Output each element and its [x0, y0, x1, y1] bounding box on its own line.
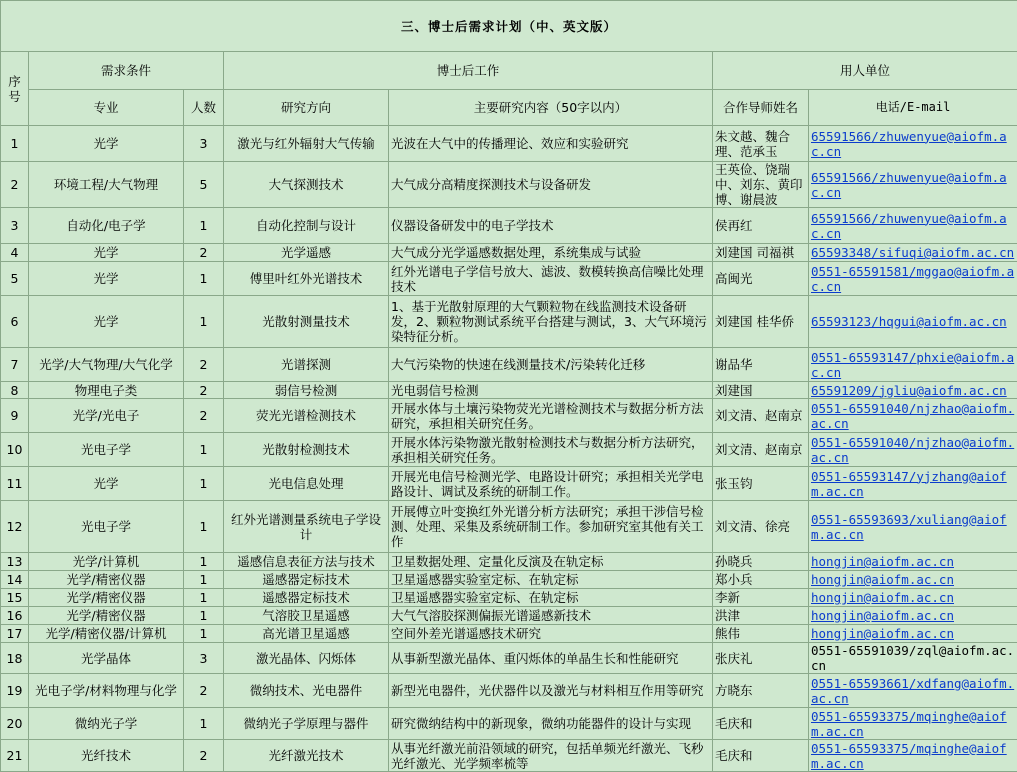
row-seq: 14 [1, 571, 29, 589]
header-contact: 电话/E-mail [809, 90, 1017, 126]
row-direction: 遥感器定标技术 [224, 589, 389, 607]
row-seq: 18 [1, 643, 29, 674]
row-content: 1、基于光散射原理的大气颗粒物在线监测技术设备研发，2、颗粒物测试系统平台搭建与测试，3、大气环境污染特征分析。 [389, 296, 713, 348]
row-count: 1 [184, 262, 224, 296]
row-content: 从事新型激光晶体、重闪烁体的单晶生长和性能研究 [389, 643, 713, 674]
table-row [1, 501, 1017, 553]
table-row [1, 348, 1017, 382]
row-direction: 傅里叶红外光谱技术 [224, 262, 389, 296]
row-count: 2 [184, 740, 224, 772]
row-content: 仪器设备研发中的电子学技术 [389, 208, 713, 244]
email-link[interactable]: 0551-65593147/yjzhang@aiofm.ac.cn [811, 469, 1007, 499]
page-title: 三、博士后需求计划（中、英文版） [1, 1, 1017, 52]
email-link[interactable]: 0551-65593147/phxie@aiofm.ac.cn [811, 350, 1014, 380]
table-row [1, 433, 1017, 467]
row-contact[interactable] [809, 607, 1017, 625]
header-count: 人数 [184, 90, 224, 126]
table-row [1, 208, 1017, 244]
row-count: 1 [184, 467, 224, 501]
row-advisor: 王英俭、饶瑞中、刘东、黄印博、谢晨波 [713, 162, 809, 208]
row-major: 光电子学 [29, 433, 184, 467]
row-major: 光电子学/材料物理与化学 [29, 674, 184, 708]
row-contact[interactable] [809, 244, 1017, 262]
table-row [1, 740, 1017, 772]
header-postdoc-work: 博士后工作 [224, 52, 713, 90]
row-major: 光学/大气物理/大气化学 [29, 348, 184, 382]
email-link[interactable]: hongjin@aiofm.ac.cn [811, 590, 954, 605]
row-seq: 21 [1, 740, 29, 772]
row-seq: 19 [1, 674, 29, 708]
row-count: 2 [184, 348, 224, 382]
row-direction: 光散射测量技术 [224, 296, 389, 348]
row-seq: 6 [1, 296, 29, 348]
row-major: 光学/精密仪器 [29, 589, 184, 607]
row-advisor: 毛庆和 [713, 740, 809, 772]
table-row [1, 382, 1017, 399]
header-seq: 序号 [1, 52, 29, 126]
row-contact[interactable] [809, 625, 1017, 643]
row-major: 光学 [29, 262, 184, 296]
table-row [1, 674, 1017, 708]
email-link[interactable]: 0551-65591039/zql@aiofm.ac.cn [811, 643, 1014, 673]
email-link[interactable]: 0551-65591581/mggao@aiofm.ac.cn [811, 264, 1014, 294]
row-advisor: 毛庆和 [713, 708, 809, 740]
row-contact[interactable] [809, 740, 1017, 772]
row-content: 红外光谱电子学信号放大、滤波、数模转换高信噪比处理技术 [389, 262, 713, 296]
row-content: 新型光电器件，光伏器件以及激光与材料相互作用等研究 [389, 674, 713, 708]
row-seq: 3 [1, 208, 29, 244]
row-count: 1 [184, 553, 224, 571]
row-count: 2 [184, 382, 224, 399]
row-major: 自动化/电子学 [29, 208, 184, 244]
row-content: 大气污染物的快速在线测量技术/污染转化迁移 [389, 348, 713, 382]
table-row [1, 589, 1017, 607]
row-seq: 16 [1, 607, 29, 625]
row-content: 卫星遥感器实验室定标、在轨定标 [389, 571, 713, 589]
row-direction: 光谱探测 [224, 348, 389, 382]
row-direction: 激光晶体、闪烁体 [224, 643, 389, 674]
row-content: 大气成分光学遥感数据处理，系统集成与试验 [389, 244, 713, 262]
row-contact[interactable] [809, 643, 1017, 674]
row-content: 从事光纤激光前沿领域的研究，包括单频光纤激光、飞秒光纤激光、光学频率梳等 [389, 740, 713, 772]
row-advisor: 刘文清、赵南京 [713, 433, 809, 467]
email-link[interactable]: 65591209/jgliu@aiofm.ac.cn [811, 383, 1007, 398]
row-contact[interactable] [809, 674, 1017, 708]
email-link[interactable]: hongjin@aiofm.ac.cn [811, 554, 954, 569]
row-count: 1 [184, 433, 224, 467]
row-advisor: 谢品华 [713, 348, 809, 382]
row-contact[interactable] [809, 399, 1017, 433]
row-direction: 自动化控制与设计 [224, 208, 389, 244]
row-seq: 20 [1, 708, 29, 740]
email-link[interactable]: hongjin@aiofm.ac.cn [811, 572, 954, 587]
row-major: 光学/精密仪器 [29, 607, 184, 625]
row-major: 光学 [29, 244, 184, 262]
row-seq: 1 [1, 126, 29, 162]
row-major: 光学 [29, 126, 184, 162]
row-content: 大气气溶胶探测偏振光谱遥感新技术 [389, 607, 713, 625]
row-major: 光电子学 [29, 501, 184, 553]
row-contact[interactable] [809, 433, 1017, 467]
row-advisor: 刘文清、赵南京 [713, 399, 809, 433]
row-advisor: 方晓东 [713, 674, 809, 708]
row-contact[interactable] [809, 262, 1017, 296]
row-advisor: 洪津 [713, 607, 809, 625]
row-seq: 2 [1, 162, 29, 208]
row-seq: 11 [1, 467, 29, 501]
email-link[interactable]: 0551-65593693/xuliang@aiofm.ac.cn [811, 512, 1007, 542]
row-advisor: 高闽光 [713, 262, 809, 296]
row-major: 光学 [29, 296, 184, 348]
row-contact[interactable] [809, 296, 1017, 348]
table-row [1, 553, 1017, 571]
table-row [1, 625, 1017, 643]
table-row [1, 244, 1017, 262]
row-content: 空间外差光谱遥感技术研究 [389, 625, 713, 643]
row-direction: 光电信息处理 [224, 467, 389, 501]
row-count: 1 [184, 589, 224, 607]
row-direction: 大气探测技术 [224, 162, 389, 208]
row-contact[interactable] [809, 208, 1017, 244]
row-major: 微纳光子学 [29, 708, 184, 740]
row-direction: 光散射检测技术 [224, 433, 389, 467]
row-seq: 17 [1, 625, 29, 643]
row-seq: 12 [1, 501, 29, 553]
row-advisor: 朱文越、魏合理、范承玉 [713, 126, 809, 162]
row-major: 环境工程/大气物理 [29, 162, 184, 208]
row-content: 卫星数据处理、定量化反演及在轨定标 [389, 553, 713, 571]
row-direction: 微纳光子学原理与器件 [224, 708, 389, 740]
row-contact[interactable] [809, 382, 1017, 399]
header-content: 主要研究内容（50字以内） [389, 90, 713, 126]
row-major: 光学/精密仪器 [29, 571, 184, 589]
row-major: 光学晶体 [29, 643, 184, 674]
row-direction: 荧光光谱检测技术 [224, 399, 389, 433]
row-advisor: 熊伟 [713, 625, 809, 643]
row-count: 1 [184, 625, 224, 643]
row-advisor: 刘建国 司福祺 [713, 244, 809, 262]
table-row [1, 571, 1017, 589]
table-row [1, 708, 1017, 740]
row-content: 开展光电信号检测光学、电路设计研究；承担相关光学电路设计、调试及系统的研制工作。 [389, 467, 713, 501]
row-contact[interactable] [809, 467, 1017, 501]
row-seq: 5 [1, 262, 29, 296]
email-link[interactable]: 0551-65591040/njzhao@aiofm.ac.cn [811, 435, 1014, 465]
row-count: 1 [184, 208, 224, 244]
row-count: 2 [184, 399, 224, 433]
row-content: 研究微纳结构中的新现象，微纳功能器件的设计与实现 [389, 708, 713, 740]
table-row [1, 262, 1017, 296]
row-major: 光学 [29, 467, 184, 501]
table-row [1, 399, 1017, 433]
row-advisor: 郑小兵 [713, 571, 809, 589]
row-advisor: 刘文清、徐亮 [713, 501, 809, 553]
row-major: 光学/计算机 [29, 553, 184, 571]
row-direction: 红外光谱测量系统电子学设计 [224, 501, 389, 553]
table-row [1, 126, 1017, 162]
row-major: 物理电子类 [29, 382, 184, 399]
header-requirements: 需求条件 [29, 52, 224, 90]
row-direction: 气溶胶卫星遥感 [224, 607, 389, 625]
table-row [1, 607, 1017, 625]
row-seq: 7 [1, 348, 29, 382]
row-count: 1 [184, 708, 224, 740]
row-count: 2 [184, 674, 224, 708]
email-link[interactable]: 65591566/zhuwenyue@aiofm.ac.cn [811, 170, 1007, 200]
row-content: 大气成分高精度探测技术与设备研发 [389, 162, 713, 208]
row-contact[interactable] [809, 553, 1017, 571]
row-advisor: 张庆礼 [713, 643, 809, 674]
row-advisor: 孙晓兵 [713, 553, 809, 571]
row-content: 卫星遥感器实验室定标、在轨定标 [389, 589, 713, 607]
row-direction: 微纳技术、光电器件 [224, 674, 389, 708]
row-seq: 15 [1, 589, 29, 607]
header-advisor: 合作导师姓名 [713, 90, 809, 126]
row-direction: 遥感器定标技术 [224, 571, 389, 589]
row-seq: 13 [1, 553, 29, 571]
table-row [1, 296, 1017, 348]
row-count: 3 [184, 126, 224, 162]
row-contact[interactable] [809, 162, 1017, 208]
row-seq: 10 [1, 433, 29, 467]
table-row [1, 162, 1017, 208]
email-link[interactable]: hongjin@aiofm.ac.cn [811, 626, 954, 641]
email-link[interactable]: 0551-65593375/mqinghe@aiofm.ac.cn [811, 741, 1007, 771]
row-content: 光波在大气中的传播理论、效应和实验研究 [389, 126, 713, 162]
email-link[interactable]: 65591566/zhuwenyue@aiofm.ac.cn [811, 129, 1007, 159]
table-row [1, 643, 1017, 674]
row-seq: 4 [1, 244, 29, 262]
row-content: 开展水体污染物激光散射检测技术与数据分析方法研究，承担相关研究任务。 [389, 433, 713, 467]
row-contact[interactable] [809, 126, 1017, 162]
email-link[interactable]: 65593123/hqgui@aiofm.ac.cn [811, 314, 1007, 329]
row-seq: 9 [1, 399, 29, 433]
table-row [1, 467, 1017, 501]
row-major: 光学/光电子 [29, 399, 184, 433]
row-contact[interactable] [809, 571, 1017, 589]
row-contact[interactable] [809, 501, 1017, 553]
header-major: 专业 [29, 90, 184, 126]
row-direction: 弱信号检测 [224, 382, 389, 399]
row-count: 1 [184, 571, 224, 589]
row-direction: 光纤激光技术 [224, 740, 389, 772]
row-count: 5 [184, 162, 224, 208]
row-count: 2 [184, 244, 224, 262]
row-direction: 高光谱卫星遥感 [224, 625, 389, 643]
email-link[interactable]: 0551-65591040/njzhao@aiofm.ac.cn [811, 401, 1014, 431]
row-advisor: 张玉钧 [713, 467, 809, 501]
row-direction: 光学遥感 [224, 244, 389, 262]
header-direction: 研究方向 [224, 90, 389, 126]
row-advisor: 刘建国 [713, 382, 809, 399]
row-count: 1 [184, 501, 224, 553]
row-content: 光电弱信号检测 [389, 382, 713, 399]
header-employer: 用人单位 [713, 52, 1017, 90]
row-seq: 8 [1, 382, 29, 399]
row-major: 光学/精密仪器/计算机 [29, 625, 184, 643]
email-link[interactable]: 0551-65593661/xdfang@aiofm.ac.cn [811, 676, 1014, 706]
email-link[interactable]: 0551-65593375/mqinghe@aiofm.ac.cn [811, 709, 1007, 739]
email-link[interactable]: 65591566/zhuwenyue@aiofm.ac.cn [811, 211, 1007, 241]
row-major: 光纤技术 [29, 740, 184, 772]
row-contact[interactable] [809, 589, 1017, 607]
row-content: 开展傅立叶变换红外光谱分析方法研究；承担干涉信号检测、处理、采集及系统研制工作。参加研究室其他有关工作 [389, 501, 713, 553]
email-link[interactable]: 65593348/sifuqi@aiofm.ac.cn [811, 245, 1014, 260]
row-contact[interactable] [809, 708, 1017, 740]
row-contact[interactable] [809, 348, 1017, 382]
email-link[interactable]: hongjin@aiofm.ac.cn [811, 608, 954, 623]
row-advisor: 侯再红 [713, 208, 809, 244]
row-count: 3 [184, 643, 224, 674]
row-count: 1 [184, 607, 224, 625]
row-advisor: 李新 [713, 589, 809, 607]
row-direction: 遥感信息表征方法与技术 [224, 553, 389, 571]
row-content: 开展水体与土壤污染物荧光光谱检测技术与数据分析方法研究，承担相关研究任务。 [389, 399, 713, 433]
row-count: 1 [184, 296, 224, 348]
row-direction: 激光与红外辐射大气传输 [224, 126, 389, 162]
row-advisor: 刘建国 桂华侨 [713, 296, 809, 348]
